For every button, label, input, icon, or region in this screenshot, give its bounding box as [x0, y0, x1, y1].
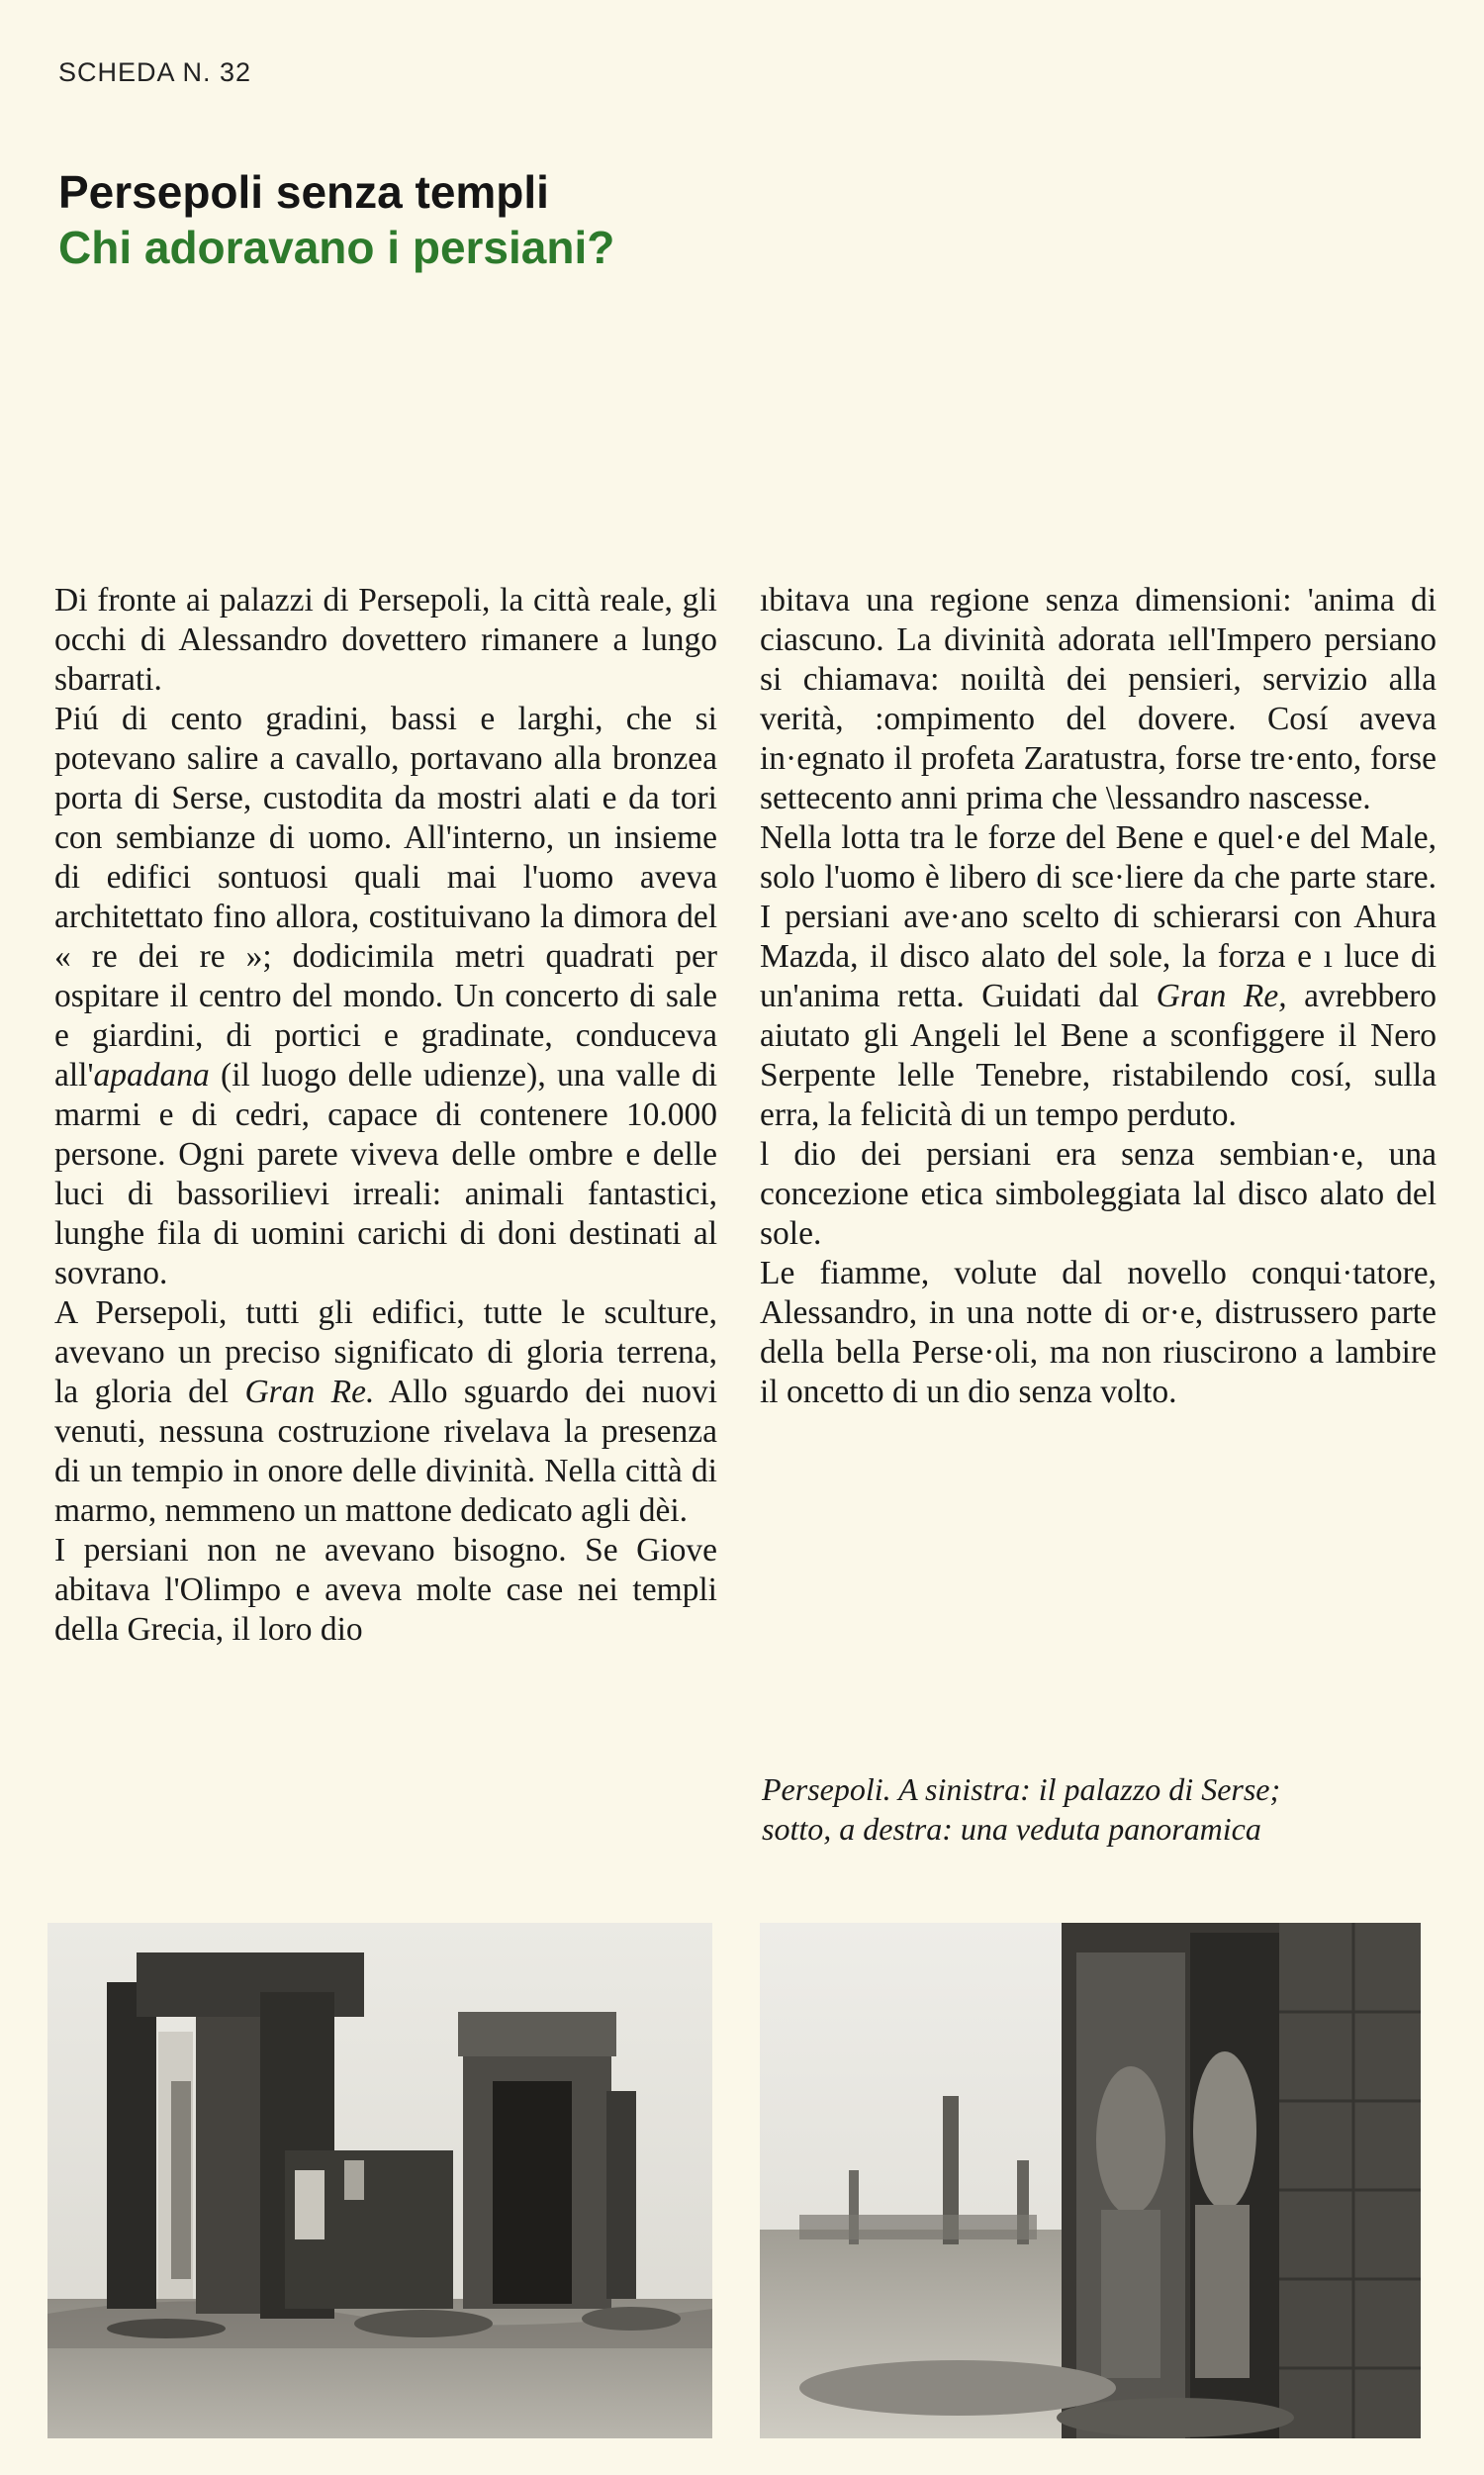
- caption-line-1: Persepoli. A sinistra: il palazzo di Serse;: [762, 1771, 1281, 1807]
- caption-line-2: sotto, a destra: una veduta panoramica: [762, 1811, 1261, 1847]
- italic-term: apadana: [93, 1057, 210, 1094]
- text-run: A Persepoli, tutti gli edifici, tutte le sculture, avevano un preciso significato di gloria terrena, la gloria del: [54, 1294, 717, 1410]
- paragraph: ıbitava una regione senza dimensioni: 'anima di ciascuno. La divinità adorata ıell'Impero persiano si chiamava: noıiltà dei pensieri, servizio alla verità, :ompimento del dovere. Cosí aveva in·egnato il profeta Zaratustra, forse tre·ento, forse settecento anni prima che \lessandro nascesse.: [760, 582, 1437, 816]
- paragraph: [54, 700, 717, 1293]
- photo-caption: [762, 1769, 1444, 1849]
- paragraph: I persiani non ne avevano bisogno. Se Giove abitava l'Olimpo e aveva molte case nei templi della Grecia, il loro dio: [54, 1532, 717, 1648]
- article-column-left: [54, 581, 717, 1650]
- text-run: Allo sguardo dei nuovi venuti, nessuna costruzione rivelava la presenza di un tempio in onore delle divinità. Nella città di marmo, nemmeno un mattone dedicato agli dèi.: [54, 1374, 717, 1529]
- italic-term: Gran Re,: [1156, 978, 1287, 1014]
- text-run: (il luogo delle udienze), una valle di marmi e di cedri, capace di contenere 10.000 persone. Ogni parete viveva delle ombre e delle luci di bassorilievi irreali: animali fantastici, lunghe fila di uomini carichi di doni destinati al sovrano.: [54, 1057, 717, 1291]
- photo-palace-of-xerxes: [47, 1923, 712, 2438]
- paragraph: [760, 818, 1437, 1135]
- paragraph: [54, 1293, 717, 1531]
- text-run: Nella lotta tra le forze del Bene e quel·e del Male, solo l'uomo è libero di sce·liere da che parte stare. I persiani ave·ano scelto di schierarsi con Ahura Mazda, il disco alato del sole, la forza e ı luce di un'anima retta. Guidati dal: [760, 819, 1437, 1014]
- sheet-number: SCHEDA N. 32: [58, 57, 252, 87]
- photo-panoramic-view: [760, 1923, 1421, 2438]
- paragraph: Di fronte ai palazzi di Persepoli, la città reale, gli occhi di Alessandro dovettero rimanere a lungo sbarrati.: [54, 582, 717, 698]
- title-line-2: Chi adoravano i persiani?: [58, 222, 615, 273]
- italic-term: Gran Re.: [244, 1374, 375, 1410]
- page-title: [58, 164, 614, 275]
- article-column-right: [760, 581, 1438, 1412]
- photo-palace-graphic: [47, 1923, 712, 2438]
- paragraph: l dio dei persiani era senza sembian·e, una concezione etica simboleggiata lal disco alato del sole.: [760, 1136, 1437, 1252]
- title-line-1: Persepoli senza templi: [58, 166, 549, 218]
- paragraph: Le fiamme, volute dal novello conqui·tatore, Alessandro, in una notte di or·e, distrussero parte della bella Perse·oli, ma non riuscirono a lambire il oncetto di un dio senza volto.: [760, 1255, 1437, 1410]
- text-run: avrebbero aiutato gli Angeli lel Bene a sconfiggere il Nero Serpente lelle Tenebre, ristabilendo cosí, sulla erra, la felicità di un tempo perduto.: [760, 978, 1438, 1133]
- photo-panorama-graphic: [760, 1923, 1421, 2438]
- text-run: Piú di cento gradini, bassi e larghi, che si potevano salire a cavallo, portavano alla bronzea porta di Serse, custodita da mostri alati e da tori con sembianze di uomo. All'interno, un insieme di edifici sontuosi quali mai l'uomo aveva architettato fino allora, costituivano la dimora del « re dei re »; dodicimila metri quadrati per ospitare il centro del mondo. Un concerto di sale e giardini, di portici e gradinate, conduceva all': [54, 701, 717, 1094]
